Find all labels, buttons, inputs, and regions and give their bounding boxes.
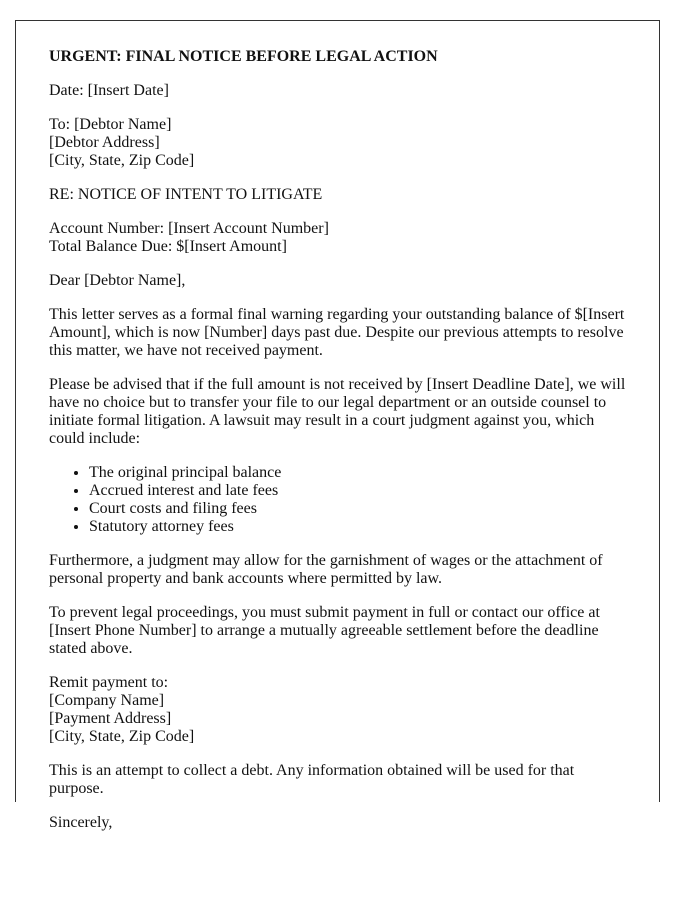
- list-item: • The original principal balance: [89, 464, 626, 482]
- paragraph-4: To prevent legal proceedings, you must submit payment in full or contact our office at [Insert Phone Number] to arrange a mutually agreeable settlement before the deadline stated above.: [49, 604, 600, 657]
- remit-label: Remit payment to:: [49, 674, 169, 691]
- balance-due: Total Balance Due: $[Insert Amount]: [49, 238, 287, 255]
- recipient-block: [49, 116, 626, 170]
- list-item: • Statutory attorney fees: [89, 518, 626, 536]
- paragraph-1: This letter serves as a formal final warning regarding your outstanding balance of $[Insert Amount], which is now [Number] days past due. Despite our previous attempts to resolve this matter, we have not received payment.: [49, 306, 625, 359]
- recipient-name: To: [Debtor Name]: [49, 116, 172, 133]
- date-line: Date: [Insert Date]: [49, 82, 169, 99]
- salutation: Dear [Debtor Name],: [49, 272, 186, 289]
- recipient-address: [Debtor Address]: [49, 134, 160, 151]
- list-item: • Accrued interest and late fees: [89, 482, 626, 500]
- letter-page: [15, 20, 660, 831]
- remit-city: [City, State, Zip Code]: [49, 728, 195, 745]
- recipient-city: [City, State, Zip Code]: [49, 152, 195, 169]
- letter-title: URGENT: FINAL NOTICE BEFORE LEGAL ACTION: [49, 48, 438, 65]
- paragraph-2: Please be advised that if the full amount is not received by [Insert Deadline Date], we will have no choice but to transfer your file to our legal department or an outside counsel to initiate formal litigation. A lawsuit may result in a court judgment against you, which could include:: [49, 376, 626, 447]
- remit-company: [Company Name]: [49, 692, 165, 709]
- remit-block: [49, 674, 626, 746]
- closing: Sincerely,: [49, 814, 113, 831]
- remit-address: [Payment Address]: [49, 710, 172, 727]
- list-item: • Court costs and filing fees: [89, 500, 626, 518]
- paragraph-3: Furthermore, a judgment may allow for the garnishment of wages or the attachment of personal property and bank accounts where permitted by law.: [49, 552, 603, 587]
- disclaimer: This is an attempt to collect a debt. Any information obtained will be used for that purpose.: [49, 762, 575, 797]
- account-number: Account Number: [Insert Account Number]: [49, 220, 329, 237]
- re-line: RE: NOTICE OF INTENT TO LITIGATE: [49, 186, 323, 203]
- judgment-list: [49, 464, 626, 536]
- account-block: [49, 220, 626, 256]
